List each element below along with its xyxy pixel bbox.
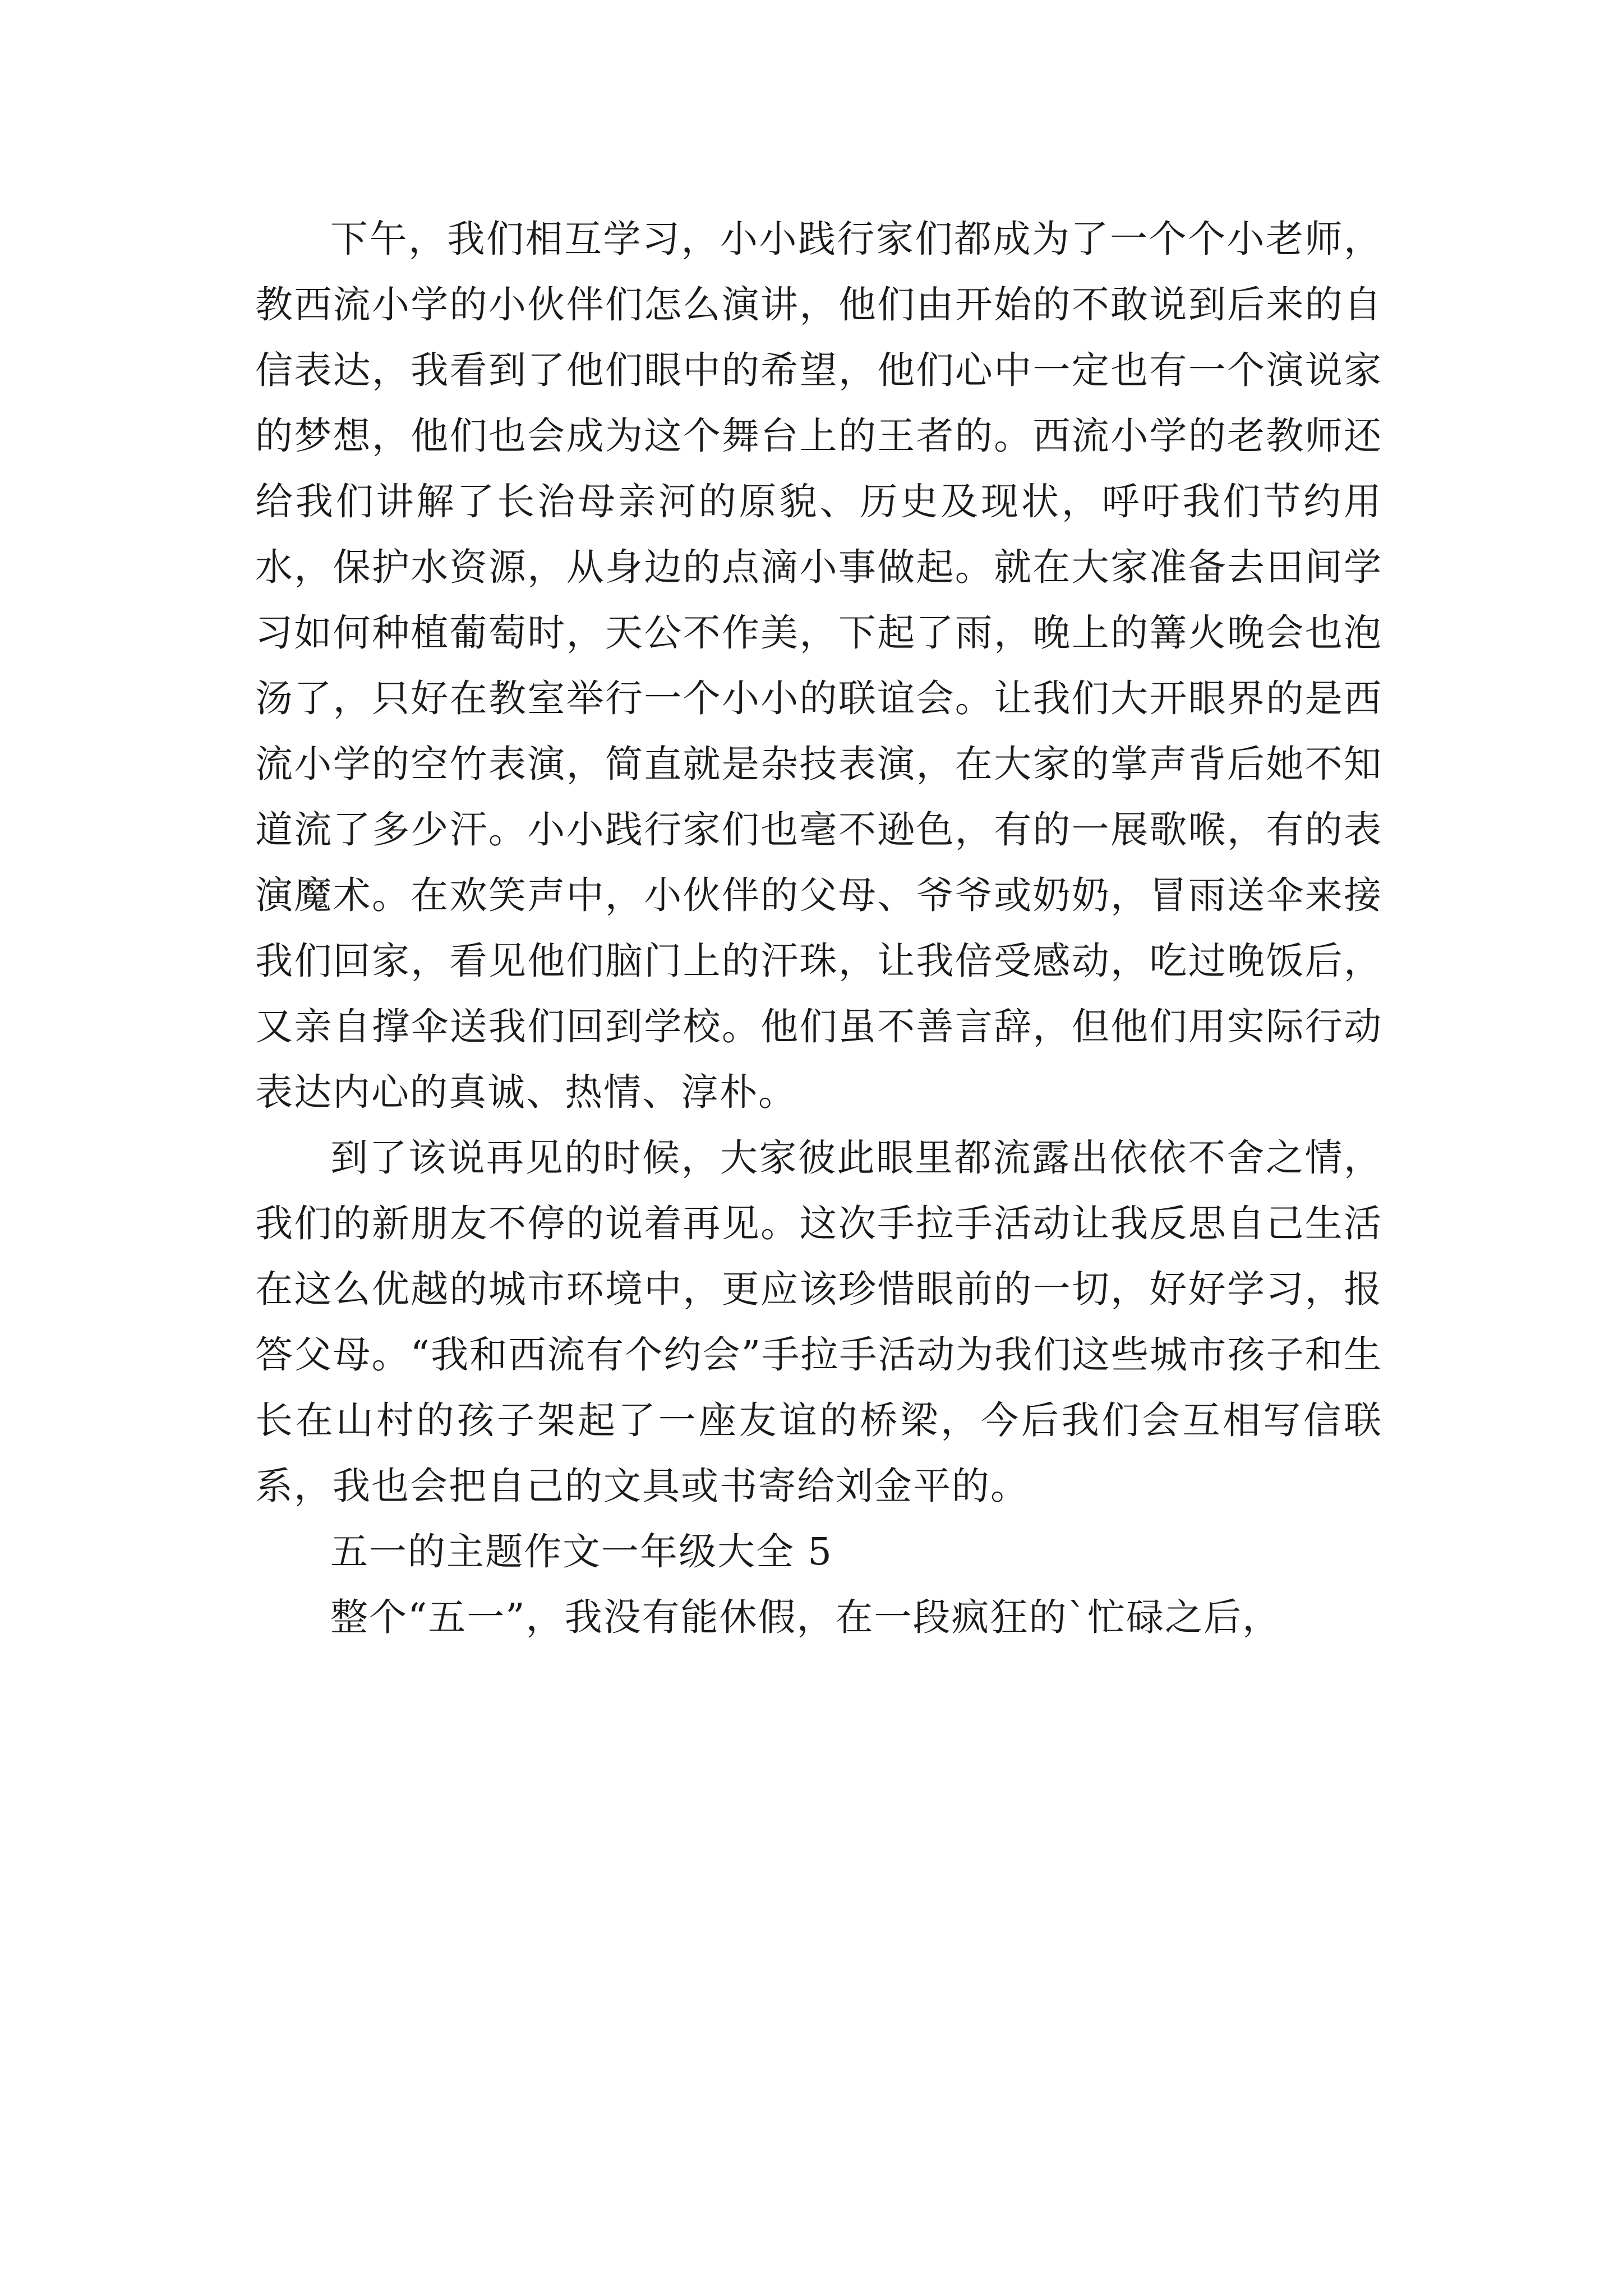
document-body (255, 206, 1382, 1650)
paragraph-afternoon-activities: 下午，我们相互学习，小小践行家们都成为了一个个小老师，教西流小学的小伙伴们怎么演讲，他们由开始的不敢说到后来的自信表达，我看到了他们眼中的希望，他们心中一定也有一个演说家的梦想，他们也会成为这个舞台上的王者的。西流小学的老教师还给我们讲解了长治母亲河的原貌、历史及现状，呼吁我们节约用水，保护水资源，从身边的点滴小事做起。就在大家准备去田间学习如何种植葡萄时，天公不作美，下起了雨，晚上的篝火晚会也泡汤了，只好在教室举行一个小小的联谊会。让我们大开眼界的是西流小学的空竹表演，简直就是杂技表演，在大家的掌声背后她不知道流了多少汗。小小践行家们也毫不逊色，有的一展歌喉，有的表演魔术。在欢笑声中，小伙伴的父母、爷爷或奶奶，冒雨送伞来接我们回家，看见他们脑门上的汗珠，让我倍受感动，吃过晚饭后，又亲自撑伞送我们回到学校。他们虽不善言辞，但他们用实际行动表达内心的真诚、热情、淳朴。 (255, 217, 1382, 1114)
section-heading: 五一的主题作文一年级大全 5 (330, 1530, 833, 1573)
paragraph-farewell: 到了该说再见的时候，大家彼此眼里都流露出依依不舍之情，我们的新朋友不停的说着再见。这次手拉手活动让我反思自己生活在这么优越的城市环境中，更应该珍惜眼前的一切，好好学习，报答父母。“我和西流有个约会”手拉手活动为我们这些城市孩子和生长在山村的孩子架起了一座友谊的桥梁，今后我们会互相写信联系，我也会把自己的文具或书寄给刘金平的。 (255, 1136, 1382, 1508)
paragraph-may-day-start: 整个“五一”，我没有能休假，在一段疯狂的`忙碌之后， (330, 1595, 1281, 1639)
